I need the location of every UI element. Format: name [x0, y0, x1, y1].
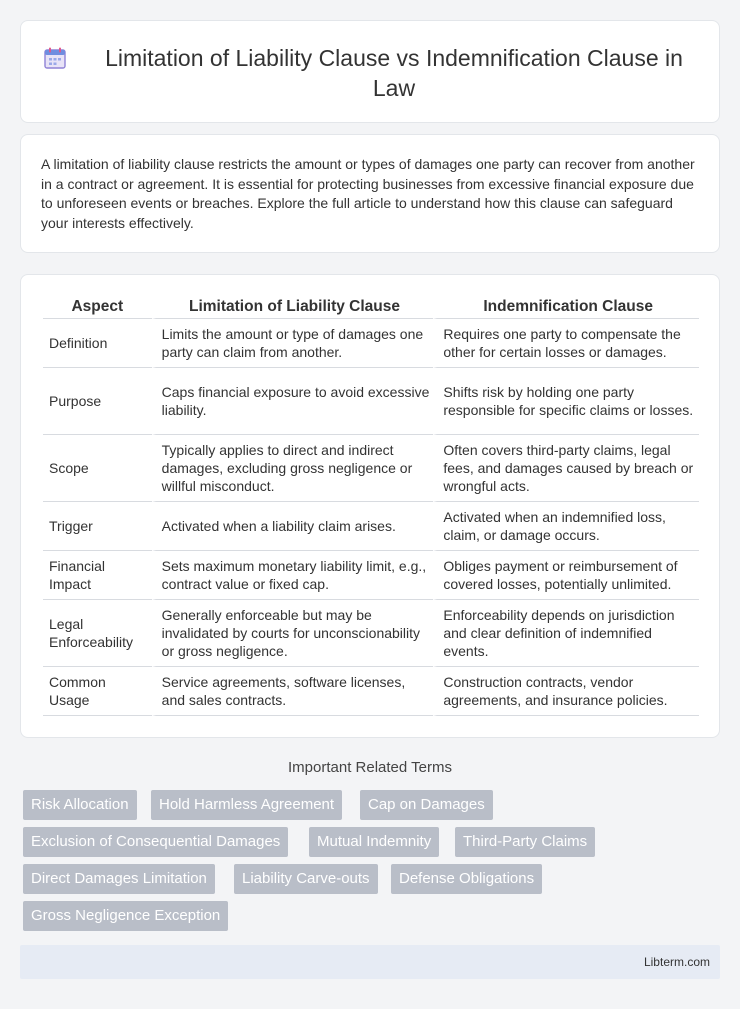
tag-mutual-indemnity[interactable]: Mutual Indemnity: [309, 827, 439, 857]
header-aspect: Aspect: [43, 295, 152, 319]
row-indemnification: Requires one party to compensate the other for certain losses or damages.: [433, 319, 699, 368]
header-indemnification: Indemnification Clause: [433, 295, 699, 319]
tag-third-party-claims[interactable]: Third-Party Claims: [455, 827, 595, 857]
page-title: Limitation of Liability Clause vs Indemnification Clause in Law: [105, 44, 683, 101]
row-limitation: Service agreements, software licenses, and sales contracts.: [152, 667, 434, 716]
calendar-icon: [43, 46, 67, 70]
table-header-row: [43, 295, 699, 319]
row-limitation: Typically applies to direct and indirect damages, excluding gross negligence or willful misconduct.: [152, 435, 434, 502]
row-indemnification: Activated when an indemnified loss, claim, or damage occurs.: [433, 502, 699, 551]
row-limitation: Caps financial exposure to avoid excessive liability.: [152, 368, 434, 435]
row-indemnification: Obliges payment or reimbursement of covered losses, potentially unlimited.: [433, 551, 699, 600]
footer: [20, 945, 720, 979]
row-indemnification: Shifts risk by holding one party responsible for specific claims or losses.: [433, 368, 699, 435]
row-indemnification: Often covers third-party claims, legal fees, and damages caused by breach or wrongful acts.: [433, 435, 699, 502]
table-row: [43, 319, 699, 368]
comparison-table: [43, 295, 699, 716]
table-row: [43, 368, 699, 435]
row-limitation: Limits the amount or type of damages one party can claim from another.: [152, 319, 434, 368]
intro-card: [20, 134, 720, 253]
row-aspect: Purpose: [43, 368, 152, 435]
table-row: [43, 551, 699, 600]
header-card: [20, 20, 720, 123]
table-row: [43, 435, 699, 502]
tag-liability-carve-outs[interactable]: Liability Carve-outs: [234, 864, 378, 894]
table-row: [43, 600, 699, 667]
tag-risk-allocation[interactable]: Risk Allocation: [23, 790, 137, 820]
row-aspect: Definition: [43, 319, 152, 368]
row-indemnification: Enforceability depends on jurisdiction and clear definition of indemnified events.: [433, 600, 699, 667]
header-limitation: Limitation of Liability Clause: [152, 295, 434, 319]
table-row: [43, 667, 699, 716]
row-aspect: Financial Impact: [43, 551, 152, 600]
tag-cap-on-damages[interactable]: Cap on Damages: [360, 790, 493, 820]
tag-direct-damages-limitation[interactable]: Direct Damages Limitation: [23, 864, 215, 894]
row-limitation: Activated when a liability claim arises.: [152, 502, 434, 551]
row-aspect: Trigger: [43, 502, 152, 551]
intro-text: A limitation of liability clause restricts the amount or types of damages one party can recover from another in a contract or agreement. It is essential for protecting businesses from excessive financial exposure due to unforeseen events or breaches. Explore the full article to understand how this clause can safeguard your interests effectively.: [41, 156, 695, 231]
tag-gross-negligence-exception[interactable]: Gross Negligence Exception: [23, 901, 228, 931]
tag-defense-obligations[interactable]: Defense Obligations: [391, 864, 542, 894]
row-aspect: Scope: [43, 435, 152, 502]
row-limitation: Generally enforceable but may be invalidated by courts for unconscionability or gross negligence.: [152, 600, 434, 667]
comparison-table-card: [20, 274, 720, 738]
footer-site-link[interactable]: Libterm.com: [643, 955, 710, 969]
table-row: [43, 502, 699, 551]
row-aspect: Common Usage: [43, 667, 152, 716]
tag-hold-harmless-agreement[interactable]: Hold Harmless Agreement: [151, 790, 342, 820]
related-terms-title: Important Related Terms: [288, 759, 452, 776]
row-indemnification: Construction contracts, vendor agreements, and insurance policies.: [433, 667, 699, 716]
row-aspect: Legal Enforceability: [43, 600, 152, 667]
tag-exclusion-of-consequential-damages[interactable]: Exclusion of Consequential Damages: [23, 827, 288, 857]
row-limitation: Sets maximum monetary liability limit, e.g., contract value or fixed cap.: [152, 551, 434, 600]
